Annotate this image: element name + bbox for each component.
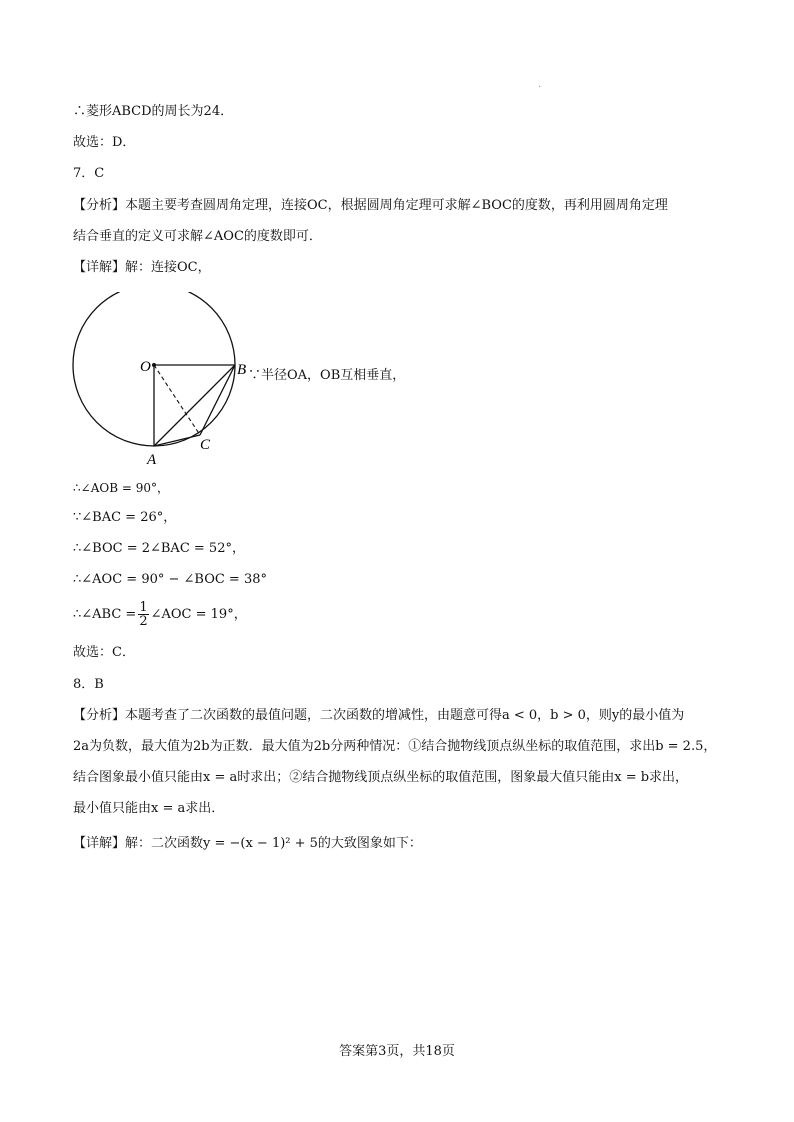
label-a: A <box>147 452 157 468</box>
step-angle-aob: ∴∠AOB = 90°， <box>73 481 169 495</box>
text-line-answer-d: 故选：D． <box>73 135 136 150</box>
detail-8-intro: 【详解】解：二次函数y = −(x − 1)² + 5的大致图象如下： <box>73 836 422 851</box>
text-line-perimeter: ∴菱形ABCD的周长为24． <box>73 104 234 119</box>
corner-mark: · <box>538 82 542 93</box>
center-dot <box>152 363 156 367</box>
dashed-oc <box>154 365 200 435</box>
step-angle-bac: ∵∠BAC = 26°， <box>73 510 177 525</box>
chord-ab <box>154 365 235 446</box>
circle-geometry-diagram <box>60 292 260 470</box>
analysis-7-line-2: 结合垂直的定义可求解∠AOC的度数即可． <box>73 229 322 244</box>
label-b: B <box>237 362 247 378</box>
label-o: O <box>140 359 151 375</box>
step-angle-abc-suffix: ∠AOC = 19°， <box>150 607 247 622</box>
detail-7-intro: 【详解】解：连接OC， <box>73 260 211 275</box>
fraction-one-half <box>138 601 148 628</box>
analysis-8-line-2: 2a为负数，最大值为2b为正数．最大值为2b分两种情况：①结合抛物线顶点纵坐标的取值范围，求出b = 2.5， <box>73 739 717 754</box>
analysis-8-line-1: 【分析】本题考查了二次函数的最值问题，二次函数的增减性，由题意可得a < 0，b > 0，则y的最小值为 <box>73 708 685 723</box>
step-angle-aoc: ∴∠AOC = 90° − ∠BOC = 38° <box>73 572 268 587</box>
step-angle-abc <box>73 601 247 629</box>
fraction-denominator: 2 <box>139 614 148 629</box>
label-c: C <box>200 437 211 453</box>
question-8-heading: 8．B <box>73 677 104 692</box>
analysis-8-line-3: 结合图象最小值只能由x = a时求出；②结合抛物线顶点纵坐标的取值范围，图象最大值只能由x = b求出， <box>73 770 689 785</box>
chord-bc <box>200 365 235 435</box>
page-footer: 答案第3页，共18页 <box>339 1044 455 1059</box>
question-7-heading: 7．C <box>73 166 105 181</box>
radius-perpendicular-text: ∵半径OA，OB互相垂直， <box>248 368 406 383</box>
chord-ac <box>154 435 200 446</box>
text-line-answer-c: 故选：C． <box>73 645 135 660</box>
step-angle-abc-prefix: ∴∠ABC = <box>73 607 137 622</box>
fraction-numerator: 1 <box>139 600 148 615</box>
analysis-7-line-1: 【分析】本题主要考查圆周角定理，连接OC，根据圆周角定理可求解∠BOC的度数，再利用圆周角定理 <box>73 198 668 213</box>
analysis-8-line-4: 最小值只能由x = a求出． <box>73 801 225 816</box>
step-angle-boc: ∴∠BOC = 2∠BAC = 52°， <box>73 541 245 556</box>
